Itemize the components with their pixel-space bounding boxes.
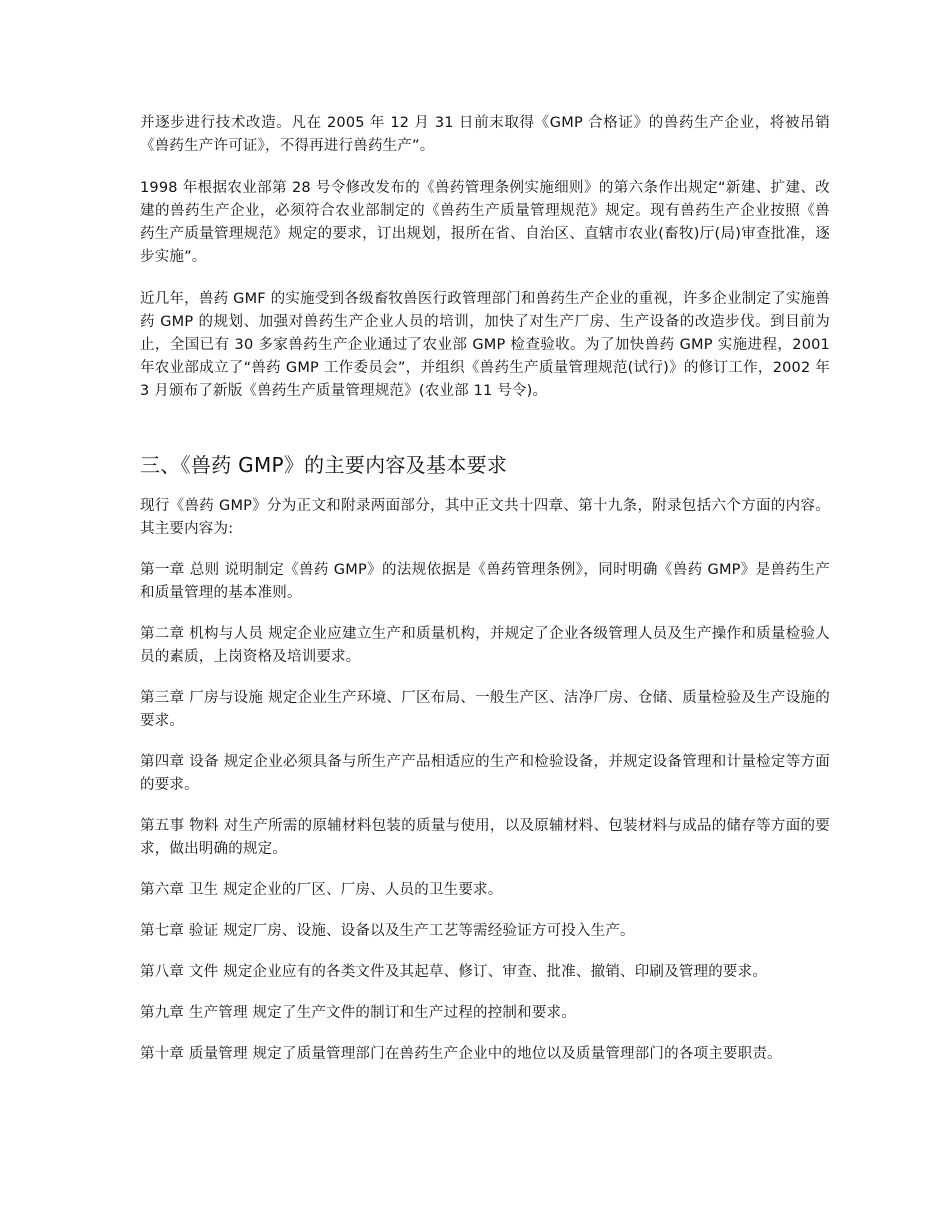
section-intro: 现行《兽药 GMP》分为正文和附录两面部分，其中正文共十四章、第十九条，附录包括六个方面的内容。其主要内容为: — [140, 498, 830, 537]
chapter-9-production-management: 第九章 生产管理 规定了生产文件的制订和生产过程的控制和要求。 — [140, 1005, 576, 1021]
paragraph-gmp-certificate-deadline: 并逐步进行技术改造。凡在 2005 年 12 月 31 日前末取得《GMP 合格证》的兽药生产企业，将被吊销《兽药生产许可证》，不得再进行兽药生产”。 — [140, 115, 830, 154]
chapter-3-facilities: 第三章 厂房与设施 规定企业生产环境、厂区布局、一般生产区、洁净厂房、仓储、质量检验及生产设施的要求。 — [140, 690, 830, 729]
section-heading: 三、《兽药 GMP》的主要内容及基本要求 — [140, 453, 508, 477]
chapter-7-validation: 第七章 验证 规定厂房、设施、设备以及生产工艺等需经验证方可投入生产。 — [140, 923, 635, 939]
chapter-4-equipment: 第四章 设备 规定企业必须具备与所生产产品相适应的生产和检验设备，并规定设备管理和计量检定等方面的要求。 — [140, 754, 830, 793]
chapter-2-organization: 第二章 机构与人员 规定企业应建立生产和质量机构，并规定了企业各级管理人员及生产操作和质量检验人员的素质，上岗资格及培训要求。 — [140, 626, 830, 665]
chapter-6-hygiene: 第六章 卫生 规定企业的厂区、厂房、人员的卫生要求。 — [140, 882, 503, 898]
chapter-10-quality-management: 第十章 质量管理 规定了质量管理部门在兽药生产企业中的地位以及质量管理部门的各项主要职责。 — [140, 1046, 782, 1062]
paragraph-recent-implementation: 近几年，兽药 GMF 的实施受到各级畜牧兽医行政管理部门和兽药生产企业的重视，许多企业制定了实施兽药 GMP 的规划、加强对兽药生产企业人员的培训，加快了对生产厂房、生产设备的改造步伐。到目前为止，全国已有 30 多家兽药生产企业通过了农业部 GMP 检查验收。为了加快兽药 GMP 实施进程，2001 年农业部成立了“兽药 GMP 工作委员会”，并组织《兽药生产质量管理规范(试行)》的修订工作，2002 年 3 月颁布了新版《兽药生产质量管理规范》(农业部 11 号令)。 — [140, 291, 830, 399]
paragraph-1998-regulation: 1998 年根据农业部第 28 号令修改发布的《兽药管理条例实施细则》的第六条作出规定“新建、扩建、改建的兽药生产企业，必须符合农业部制定的《兽药生产质量管理规范》规定。现有兽药生产企业按照《兽药生产质量管理规范》规定的要求，订出规划，报所在省、自治区、直辖市农业(畜牧)厅(局)审查批准，逐步实施”。 — [140, 180, 830, 265]
chapter-5-materials: 第五事 物料 对生产所需的原辅材料包装的质量与使用，以及原辅材料、包装材料与成品的储存等方面的要求，做出明确的规定。 — [140, 818, 830, 857]
chapter-1-general: 第一章 总则 说明制定《兽药 GMP》的法规依据是《兽药管理条例》，同时明确《兽药 GMP》是兽药生产和质量管理的基本准则。 — [140, 562, 830, 601]
chapter-8-documents: 第八章 文件 规定企业应有的各类文件及其起草、修订、审查、批准、撤销、印刷及管理的要求。 — [140, 964, 768, 980]
